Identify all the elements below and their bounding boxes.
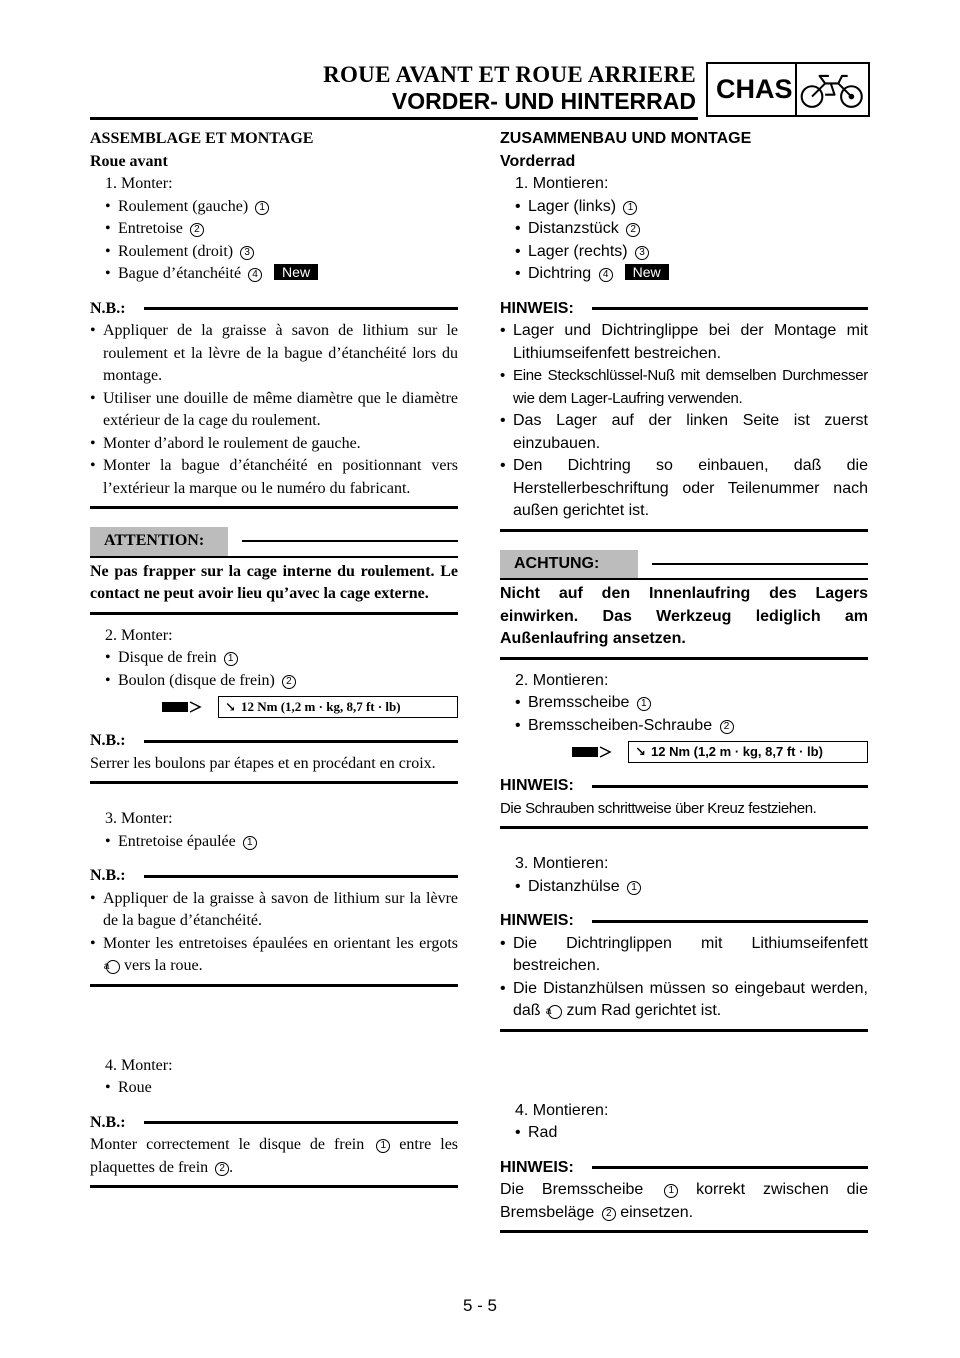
new-badge: New bbox=[625, 264, 669, 280]
note-item: • Eine Steckschlüssel-Nuß mit demselben Durchmesser wie dem Lager-Laufring verwenden. bbox=[500, 365, 868, 410]
torque-spec bbox=[90, 696, 458, 718]
page-number: 5 - 5 bbox=[462, 1296, 498, 1315]
note-item: • Den Dichtring so einbauen, daß die Herstellerbeschriftung oder Teilenummer nach außen gerichtet ist. bbox=[500, 455, 868, 523]
note-item: • Utiliser une douille de même diamètre que le diamètre extérieur de la cage du roulement. bbox=[90, 388, 458, 433]
note-header: HINWEIS: bbox=[500, 775, 868, 798]
header-title-fr: ROUE AVANT ET ROUE ARRIERE bbox=[323, 62, 696, 87]
torque-wrench-icon bbox=[160, 698, 208, 716]
list-item: • Bremsscheibe 1 bbox=[500, 692, 868, 715]
list-item: • Distanzhülse 1 bbox=[500, 876, 868, 899]
callout-number: 2 bbox=[602, 1207, 616, 1221]
wrench-icon: ↘ bbox=[225, 699, 236, 714]
callout-number: 1 bbox=[243, 836, 257, 850]
note-header: HINWEIS: bbox=[500, 910, 868, 933]
torque-value: 12 Nm (1,2 m · kg, 8,7 ft · lb) bbox=[651, 744, 823, 759]
callout-number: 1 bbox=[627, 881, 641, 895]
list-item: • Distanzstück 2 bbox=[500, 218, 868, 241]
list-item: • Lager (rechts) 3 bbox=[500, 241, 868, 264]
callout-letter: a bbox=[548, 1005, 562, 1019]
callout-number: 1 bbox=[255, 201, 269, 215]
wrench-icon: ↘ bbox=[635, 744, 646, 759]
callout-number: 1 bbox=[376, 1139, 390, 1153]
callout-number: 2 bbox=[190, 223, 204, 237]
step-4: 4. Monter: bbox=[105, 1056, 173, 1074]
note-text: Serrer les boulons par étapes et en procédant en croix. bbox=[90, 754, 436, 772]
list-item: • Roulement (gauche) 1 bbox=[90, 196, 458, 219]
attention-text: Nicht auf den Innenlaufring des Lagers einwirken. Das Werkzeug lediglich am Außenlaufring ansetzen. bbox=[500, 578, 868, 651]
note-item: • Appliquer de la graisse à savon de lithium sur le roulement et la lèvre de la bague d’étanchéité lors du montage. bbox=[90, 320, 458, 388]
step-3: 3. Montieren: bbox=[515, 855, 609, 872]
note-item: • Monter d’abord le roulement de gauche. bbox=[90, 433, 458, 456]
note-header: N.B.: bbox=[90, 730, 458, 753]
section-heading: ZUSAMMENBAU UND MONTAGE bbox=[500, 130, 752, 147]
list-item: • Roue bbox=[90, 1077, 458, 1100]
callout-number: 1 bbox=[637, 697, 651, 711]
note-item: • Monter la bague d’étanchéité en positionnant vers l’extérieur la marque ou le numéro du fabricant. bbox=[90, 455, 458, 500]
note-text: Die Bremsscheibe 1 korrekt zwischen die Bremsbeläge 2 einsetzen. bbox=[500, 1181, 869, 1221]
callout-number: 2 bbox=[720, 720, 734, 734]
note-header: N.B.: bbox=[90, 298, 458, 321]
step-3: 3. Monter: bbox=[105, 810, 173, 827]
list-item: • Lager (links) 1 bbox=[500, 196, 868, 219]
callout-number: 3 bbox=[240, 246, 254, 260]
attention-header: ATTENTION: bbox=[90, 527, 458, 556]
header-title-de: VORDER- UND HINTERRAD bbox=[391, 88, 696, 114]
torque-wrench-icon bbox=[570, 743, 618, 761]
german-column bbox=[500, 128, 868, 1243]
note-text: Monter correctement le disque de frein 1 entre les plaquettes de frein 2 . bbox=[90, 1136, 459, 1176]
list-item: • Bague d’étanchéité 4 New bbox=[90, 263, 458, 286]
section-tab bbox=[706, 62, 870, 117]
note-item: • Monter les entretoises épaulées en orientant les ergots a vers la roue. bbox=[90, 933, 458, 978]
note-item: • Lager und Dichtringlippe bei der Montage mit Lithiumseifenfett bestreichen. bbox=[500, 320, 868, 365]
list-item: • Entretoise épaulée 1 bbox=[90, 831, 458, 854]
subheading: Vorderrad bbox=[500, 152, 576, 170]
callout-number: 4 bbox=[599, 268, 613, 282]
callout-number: 2 bbox=[626, 223, 640, 237]
french-column bbox=[90, 128, 458, 1198]
list-item: • Bremsscheiben-Schraube 2 bbox=[500, 715, 868, 738]
callout-number: 2 bbox=[282, 675, 296, 689]
note-item: • Die Dichtringlippen mit Lithiumseifenfett bestreichen. bbox=[500, 933, 868, 978]
callout-number: 1 bbox=[224, 652, 238, 666]
step-2: 2. Montieren: bbox=[515, 671, 609, 689]
motorcycle-icon bbox=[797, 65, 868, 115]
list-item: • Roulement (droit) 3 bbox=[90, 241, 458, 264]
step-1: 1. Monter: bbox=[105, 175, 173, 192]
note-item: • Appliquer de la graisse à savon de lithium sur la lèvre de la bague d’étanchéité. bbox=[90, 888, 458, 933]
list-item: • Entretoise 2 bbox=[90, 218, 458, 241]
note-header: N.B.: bbox=[90, 1112, 458, 1135]
callout-letter: a bbox=[106, 960, 120, 974]
note-item: • Das Lager auf der linken Seite ist zuerst einzubauen. bbox=[500, 410, 868, 455]
torque-value: 12 Nm (1,2 m · kg, 8,7 ft · lb) bbox=[241, 699, 401, 714]
list-item: • Boulon (disque de frein) 2 bbox=[90, 670, 458, 693]
attention-text: Ne pas frapper sur la cage interne du roulement. Le contact ne peut avoir lieu qu’avec la cage externe. bbox=[90, 556, 458, 606]
callout-number: 4 bbox=[248, 268, 262, 282]
note-header: HINWEIS: bbox=[500, 1157, 868, 1180]
note-header: HINWEIS: bbox=[500, 298, 868, 321]
section-label: CHAS bbox=[716, 74, 793, 104]
list-item: • Rad bbox=[500, 1122, 868, 1145]
attention-header: ACHTUNG: bbox=[500, 550, 868, 579]
step-1: 1. Montieren: bbox=[515, 175, 609, 192]
note-text: Die Schrauben schrittweise über Kreuz festziehen. bbox=[500, 799, 817, 817]
header-rule bbox=[90, 117, 698, 120]
list-item: • Disque de frein 1 bbox=[90, 647, 458, 670]
new-badge: New bbox=[274, 264, 318, 280]
callout-number: 1 bbox=[623, 201, 637, 215]
note-header: N.B.: bbox=[90, 865, 458, 888]
subheading: Roue avant bbox=[90, 152, 168, 170]
note-item: • Die Distanzhülsen müssen so eingebaut werden, daß a zum Rad gerichtet ist. bbox=[500, 978, 868, 1023]
section-heading: ASSEMBLAGE ET MONTAGE bbox=[90, 130, 314, 147]
step-2: 2. Monter: bbox=[105, 626, 173, 644]
torque-spec bbox=[500, 741, 868, 763]
list-item: • Dichtring 4 New bbox=[500, 263, 868, 286]
callout-number: 1 bbox=[664, 1184, 678, 1198]
callout-number: 3 bbox=[635, 246, 649, 260]
step-4: 4. Montieren: bbox=[515, 1101, 609, 1119]
callout-number: 2 bbox=[215, 1162, 229, 1176]
